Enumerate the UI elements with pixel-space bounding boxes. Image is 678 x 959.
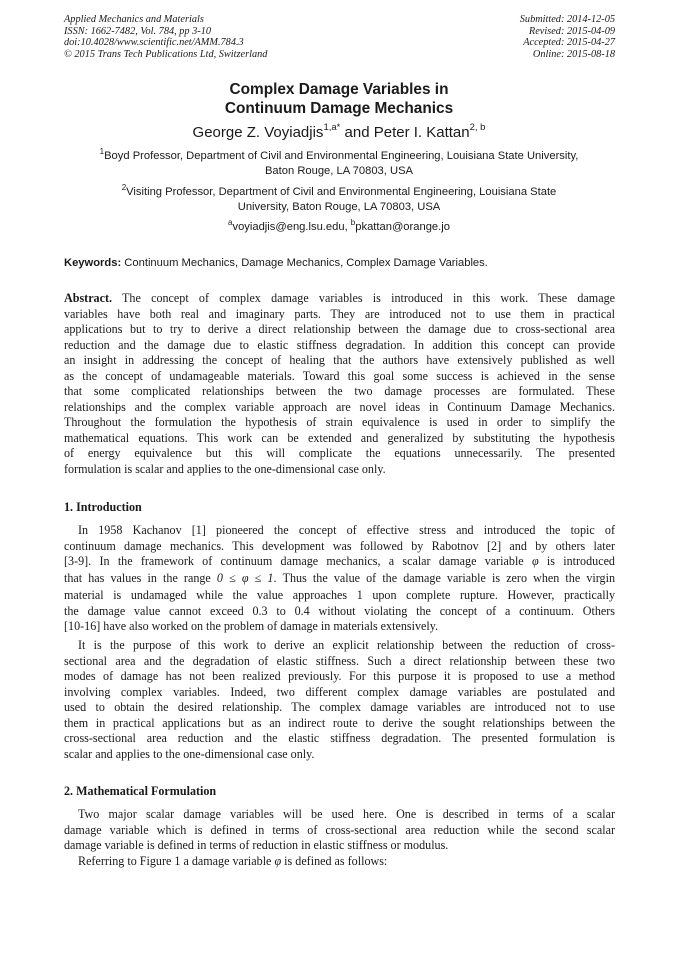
math-line: is defined as follows: [281, 853, 388, 868]
author-2: Peter I. Kattan [373, 124, 470, 141]
author-emails [64, 220, 614, 235]
introduction-paragraph-1 [64, 523, 615, 635]
intro-line: is introduced [538, 554, 615, 568]
affiliation-1-line-2: Baton Rouge, LA 70803, USA [264, 164, 414, 177]
journal-info [64, 14, 267, 60]
abstract-line: reduction and the damage due to elastic stiffness degradation. In addition this concept can provide [64, 337, 615, 352]
math-line: damage variable is defined in terms of reduction in elastic stiffness or modulus. [64, 838, 449, 852]
introduction-paragraph-2 [64, 638, 615, 762]
abstract-line: as the concept of undamageable materials. Toward this goal some success is achieved in the sense [64, 368, 615, 383]
phi-symbol: φ [531, 554, 539, 568]
intro-line: continuum damage mechanics. This development was followed by Rabotnov [2] and by others later [64, 538, 615, 553]
author-1: George Z. Voyiadjis [192, 124, 324, 141]
abstract-line: variables have both real and imaginary parts. They are introduced not to use them in practical [64, 306, 615, 321]
email-a[interactable]: voyiadjis@eng.lsu.edu, [232, 221, 351, 233]
math-line: Referring to Figure 1 a damage variable [78, 853, 275, 868]
abstract-line: mathematical equations. This work can be extended and generalized by substituting the hypothesis [64, 430, 615, 445]
affiliation-2 [64, 185, 614, 214]
intro-line: the damage value cannot exceed 0.3 to 0.4 without violating the concept of a continuum. Others [64, 603, 615, 618]
journal-doi: doi:10.4028/www.scientific.net/AMM.784.3 [64, 37, 244, 49]
phi-symbol: φ [274, 853, 282, 868]
affiliation-2-sup: 2 [121, 183, 127, 192]
section-heading-introduction: 1. Introduction [64, 500, 142, 514]
intro-line: sectional area and the degradation of elastic stiffness. Such a direct relationship between these two [64, 653, 615, 668]
section-heading-mathematical-formulation: 2. Mathematical Formulation [64, 784, 217, 798]
journal-name: Applied Mechanics and Materials [64, 14, 204, 25]
abstract-line: The concept of complex damage variables is introduced in this work. These damage [112, 291, 615, 305]
intro-line: cross-sectional area reduction and the elastic stiffness degradation. The presented formulation is [64, 731, 615, 745]
damage-range: 0 ≤ φ ≤ 1 [216, 571, 274, 585]
intro-line: modes of damage has not been realized previously. For this purpose it is proposed to use a method [64, 669, 615, 683]
abstract [64, 291, 615, 477]
intro-line: . Thus the value of the damage variable is zero when the virgin [273, 571, 615, 585]
intro-line: [10-16] have also worked on the problem of damage in materials extensively. [64, 619, 439, 633]
intro-line: used to obtain the desired relationship. The complex damage variables are introduced not to use [64, 700, 615, 714]
title-line-2: Continuum Damage Mechanics [224, 100, 454, 117]
submission-dates [520, 14, 615, 60]
math-paragraph-1 [64, 807, 615, 871]
title-line-1: Complex Damage Variables in [229, 81, 449, 98]
affiliation-2-line-2: University, Baton Rouge, LA 70803, USA [237, 200, 441, 213]
submitted-date: Submitted: 2014-12-05 [519, 14, 615, 25]
journal-copyright: © 2015 Trans Tech Publications Ltd, Switzerland [64, 48, 268, 60]
intro-line: [3-9]. In the framework of continuum damage mechanics, a scalar damage variable [64, 554, 524, 568]
email-a-sup: a [228, 218, 233, 227]
keywords-label: Keywords: [64, 257, 122, 269]
keywords [64, 256, 616, 270]
intro-line: It is the purpose of this work to derive an explicit relationship between the reduction of cross- [78, 638, 615, 652]
abstract-line: an insight in addressing the concept of healing that the authors have extensively published as well [64, 353, 615, 367]
abstract-line: formulation is scalar and applies to the one-dimensional case only. [64, 461, 386, 476]
online-date: Online: 2015-08-18 [532, 48, 615, 60]
journal-issn: ISSN: 1662-7482, Vol. 784, pp 3-10 [64, 25, 212, 37]
paper-title [0, 80, 678, 118]
revised-date: Revised: 2015-04-09 [528, 25, 615, 37]
math-line: Two major scalar damage variables will be used here. One is described in terms of a scalar [78, 807, 615, 821]
intro-line: them in practical applications but as an indirect route to derive the sought relationships between the [64, 715, 615, 730]
affiliation-1-line-1: Boyd Professor, Department of Civil and Environmental Engineering, Louisiana State University, [104, 150, 579, 162]
intro-line: involving complex variables. Indeed, two different complex damage variables are postulated and [64, 684, 615, 699]
abstract-line: of energy equivalence but this will complicate the equations unnecessarily. The presented [64, 446, 615, 460]
author-and: and [340, 124, 374, 141]
affiliation-1-sup: 1 [99, 147, 105, 156]
math-line: damage variable which is defined in terms of cross-sectional area reduction while the second scalar [64, 822, 615, 837]
intro-line: that has values in the range [64, 571, 217, 585]
email-b-sup: b [350, 218, 356, 227]
abstract-label: Abstract. [64, 291, 113, 305]
keywords-text: Continuum Mechanics, Damage Mechanics, Complex Damage Variables. [121, 257, 488, 269]
author-list [0, 124, 678, 142]
affiliation-1 [64, 149, 614, 178]
accepted-date: Accepted: 2015-04-27 [523, 37, 615, 49]
abstract-line: relationships and the complex variable approach are novel ideas in Continuum Damage Mechanics. [64, 399, 615, 414]
author-2-sup: 2, b [469, 122, 486, 133]
email-b[interactable]: pkattan@orange.jo [355, 221, 450, 233]
abstract-line: applications but to try to derive a direct relationship between the damage due to cross-sectional area [64, 322, 615, 336]
intro-line: In 1958 Kachanov [1] pioneered the concept of effective stress and introduced the topic of [78, 523, 615, 537]
author-1-sup: 1,a* [323, 122, 341, 133]
abstract-line: that some complicated relationships between the two damage processes are formulated. These [64, 384, 615, 398]
intro-line: material is undamaged while the value approaches 1 upon complete rupture. However, practically [64, 588, 615, 602]
abstract-line: Throughout the formulation the hypothesis of strain equivalence is used in order to simplify the [64, 415, 615, 429]
affiliation-2-line-1: Visiting Professor, Department of Civil and Environmental Engineering, Louisiana State [126, 186, 557, 198]
intro-line: scalar and applies to the one-dimensional case only. [64, 746, 315, 761]
